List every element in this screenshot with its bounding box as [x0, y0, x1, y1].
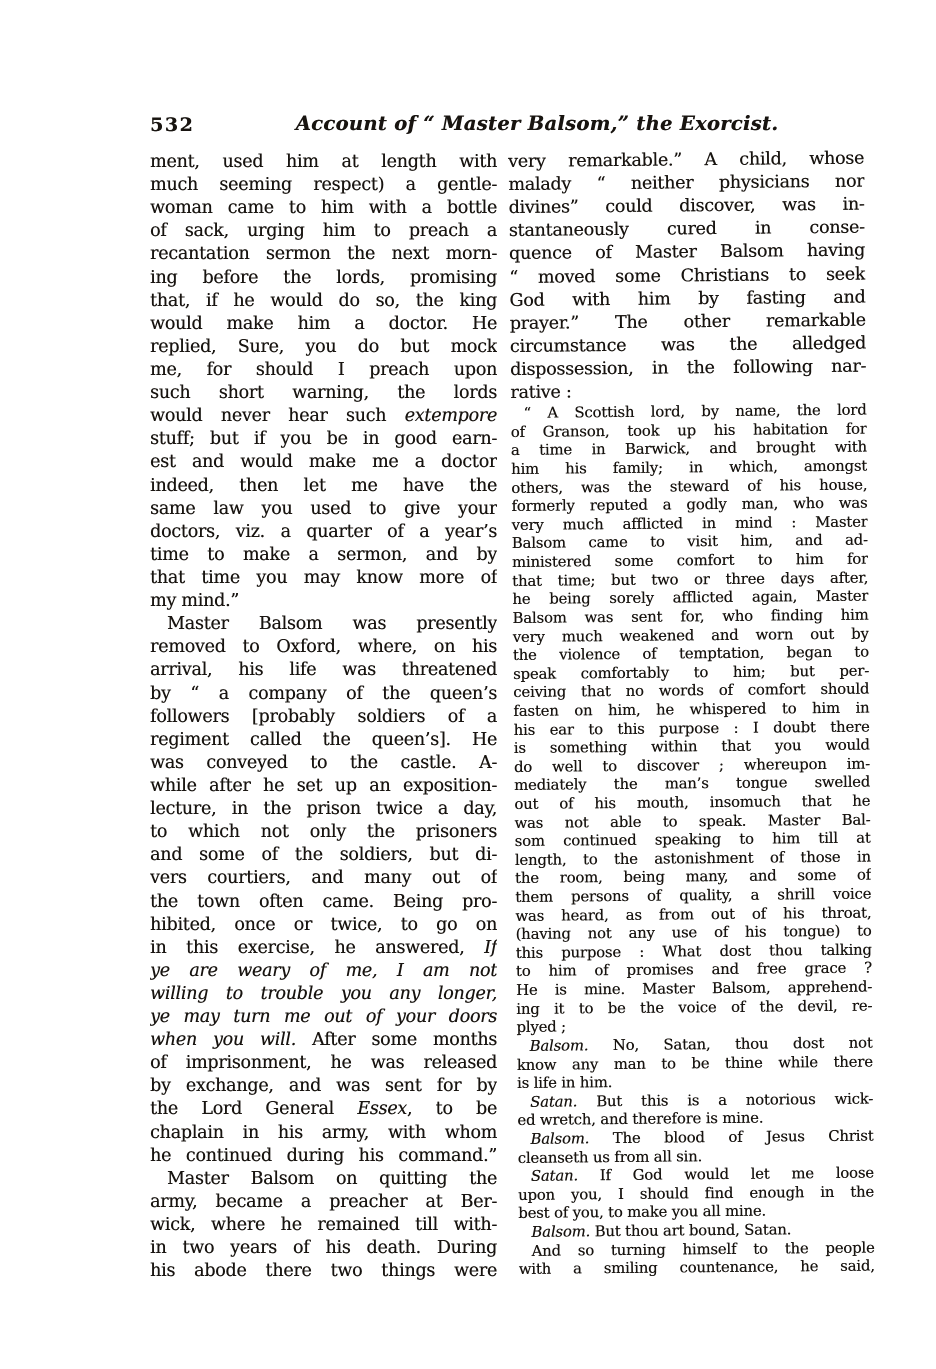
italic-text: willing to trouble you any longer,	[150, 983, 497, 1004]
text-segment: After some months	[295, 1030, 497, 1051]
text-segment: of sack, urging him to preach a	[150, 221, 497, 242]
text-line	[150, 243, 497, 266]
text-segment: “ A Scottish lord, by name, the lord	[523, 401, 867, 423]
text-segment: stuff; but if you be in good earn-	[150, 429, 497, 450]
right-column-narrative	[510, 402, 874, 1280]
text-segment: he continued during his command.”	[150, 1145, 497, 1166]
text-line	[518, 1183, 874, 1205]
italic-text: extempore	[404, 406, 497, 427]
italic-text: If	[484, 937, 497, 958]
text-segment: ing it to be the voice of the devil, re-	[516, 997, 873, 1018]
italic-text: Essex	[357, 1099, 407, 1120]
text-segment: the Lord General	[150, 1099, 358, 1120]
text-segment: the town often came. Being pro-	[150, 891, 497, 912]
text-segment: was conveyed to the castle. A-	[150, 752, 497, 773]
text-line	[150, 683, 497, 706]
text-segment: in two years of his death. During	[150, 1238, 497, 1259]
text-line	[150, 729, 497, 752]
text-segment: would never hear such	[150, 406, 405, 427]
text-line	[517, 1053, 873, 1075]
text-segment: do well to discover ; whereupon im-	[513, 755, 870, 776]
text-segment: the room, being many, and some of	[514, 866, 872, 888]
text-segment: But thou art bound, Satan.	[589, 1221, 792, 1241]
text-segment: best of you, to make you all mine.	[518, 1202, 767, 1223]
text-segment: in this exercise, he answered,	[150, 937, 485, 958]
text-segment: Master Balsom on quitting the	[167, 1168, 497, 1189]
text-line	[150, 174, 497, 197]
text-segment: formerly reputed a godly man, who was	[511, 494, 868, 516]
text-line	[517, 1128, 873, 1150]
text-segment: indeed, then let me have the	[150, 475, 497, 496]
text-line	[150, 336, 497, 359]
italic-text: Balsom.	[531, 1223, 591, 1241]
text-line	[510, 356, 866, 383]
text-segment: was heard, as from out of his throat,	[515, 904, 872, 925]
text-line	[150, 798, 497, 821]
text-segment: that time; but two or three days after,	[512, 569, 869, 590]
text-line	[510, 379, 866, 406]
text-line	[150, 521, 497, 544]
text-segment: ceiving that no words of comfort should	[513, 680, 870, 702]
italic-text: Satan.	[530, 1093, 578, 1111]
text-line	[150, 636, 497, 659]
right-column-intro	[508, 148, 866, 406]
text-line	[150, 544, 497, 567]
text-segment: regiment called the queen’s]. He	[150, 729, 497, 750]
text-segment: God with him by fasting and	[509, 287, 866, 311]
text-line	[150, 498, 497, 521]
text-line	[150, 659, 497, 682]
text-segment: much seeming respect) a gentle-	[150, 175, 497, 196]
text-line	[150, 1214, 497, 1237]
text-line	[150, 752, 497, 775]
text-segment: time to make a sermon, and by	[150, 544, 497, 565]
text-line	[150, 428, 497, 451]
text-segment: out of his mouth, insomuch that he	[514, 792, 871, 813]
text-segment: circumstance was the alledged	[509, 333, 866, 357]
left-column	[150, 151, 497, 1283]
text-line	[150, 914, 497, 937]
text-segment: by exchange, and was sent for by	[150, 1076, 497, 1097]
text-line	[510, 309, 866, 336]
text-segment: upon you, I should find enough in the	[517, 1183, 875, 1204]
text-line	[510, 332, 866, 359]
text-line	[150, 1191, 497, 1214]
text-segment: fasten on him, he whispered to him in	[513, 699, 870, 720]
text-segment: very much weakened and worn out by	[512, 625, 869, 646]
text-line	[516, 997, 872, 1019]
text-segment: his ear to this purpose : I doubt there	[513, 718, 870, 739]
text-segment: he being sorely afflicted again, Master	[512, 587, 869, 609]
text-segment: a time in Barwick, and brought with	[510, 438, 867, 460]
text-line	[150, 613, 497, 636]
text-line	[150, 590, 497, 613]
text-line	[150, 475, 497, 498]
text-segment: length, to the astonishment of those in	[514, 848, 871, 869]
text-line	[150, 405, 497, 428]
text-segment: wick, where he remained till with-	[150, 1215, 497, 1236]
text-line	[150, 220, 497, 243]
text-segment: Master Balsom was presently	[167, 614, 497, 635]
text-line	[150, 267, 497, 290]
text-line	[150, 1237, 497, 1260]
text-segment: speak comfortably to him; but per-	[512, 662, 870, 683]
text-segment: “ moved some Christians to seek	[509, 264, 866, 288]
text-line	[150, 197, 497, 220]
text-segment: is something within that you would	[513, 736, 870, 758]
text-line	[509, 286, 865, 313]
text-segment: was not able to speak. Master Bal-	[514, 811, 871, 832]
text-segment: Balsom came to visit him, and ad-	[511, 532, 868, 553]
italic-text: Satan.	[530, 1167, 578, 1186]
text-segment: others, was the steward of his house,	[511, 476, 868, 497]
text-line	[517, 1090, 873, 1112]
text-segment: that, if he would do so, the king	[150, 290, 497, 311]
text-segment: ing before the lords, promising	[150, 267, 497, 288]
text-segment: same law you used to give your	[150, 498, 497, 519]
text-segment: to him of promises and free grace ?	[515, 960, 872, 981]
text-segment: followers [probably soldiers of a	[150, 706, 497, 727]
text-segment: of imprisonment, he was released	[150, 1053, 497, 1074]
text-segment: He is mine. Master Balsom, apprehend-	[515, 978, 873, 1000]
text-segment: divines” could discover, was in-	[508, 194, 865, 219]
text-segment: to which not only the prisoners	[150, 822, 497, 843]
text-segment: know any man to be thine while there	[516, 1053, 873, 1074]
text-segment: hibited, once or twice, to go on	[150, 914, 497, 935]
text-line	[508, 148, 864, 175]
text-segment: If God would let me loose	[577, 1164, 874, 1185]
text-segment: (having not any use of his tongue) to	[515, 922, 872, 944]
text-line	[150, 821, 497, 844]
text-segment: quence of Master Balsom having	[508, 241, 866, 265]
text-line	[150, 151, 497, 174]
text-line	[150, 1052, 497, 1075]
text-segment: No, Satan, thou dost not	[588, 1034, 873, 1055]
text-segment: And so turning himself to the people	[531, 1239, 875, 1260]
text-line	[150, 983, 497, 1006]
text-segment: such short warning, the lords	[150, 383, 497, 404]
text-segment: woman came to him with a bottle	[150, 198, 497, 219]
text-segment: his abode there two things were	[150, 1261, 497, 1282]
text-line	[150, 313, 497, 336]
page-number: 532	[150, 114, 195, 136]
right-column	[508, 148, 875, 1280]
text-line	[150, 359, 497, 382]
text-line	[150, 1006, 497, 1029]
text-segment: som continued speaking to him till at	[514, 829, 871, 851]
text-line	[150, 1260, 497, 1283]
text-line	[150, 1098, 497, 1121]
text-line	[150, 1029, 497, 1052]
text-segment: rative :	[510, 382, 572, 404]
text-segment: him his family; in which, amongst	[510, 457, 868, 479]
italic-text: Balsom.	[529, 1037, 589, 1055]
text-segment: would make him a doctor. He	[150, 313, 497, 334]
text-segment: very remarkable.” A child, whose	[508, 148, 865, 172]
text-line	[508, 171, 864, 198]
italic-text: ye are weary of me, I am not	[150, 960, 497, 981]
text-segment: ed wretch, and therefore is mine.	[517, 1109, 764, 1130]
text-line	[150, 775, 497, 798]
text-segment: est and would make me a doctor	[150, 452, 497, 473]
running-title: Account of “ Master Balsom,” the Exorcist.	[295, 112, 779, 135]
text-segment: very much afflicted in mind : Master	[511, 513, 868, 534]
text-line	[150, 867, 497, 890]
text-segment: of Granson, took up his habitation for	[510, 420, 867, 441]
text-segment: dispossession, in the following nar-	[510, 356, 867, 380]
text-line	[150, 1122, 497, 1145]
text-segment: Balsom was sent for, who finding him	[512, 606, 869, 627]
text-segment: by “ a company of the queen’s	[150, 683, 497, 704]
text-line	[508, 194, 864, 221]
italic-text: Balsom.	[530, 1130, 590, 1148]
text-line	[509, 217, 865, 244]
text-line	[150, 290, 497, 313]
text-segment: me, for should I preach upon	[150, 359, 497, 380]
text-segment: the violence of temptation, began to	[512, 643, 869, 665]
text-segment: prayer.” The other remarkable	[509, 310, 866, 334]
text-segment: cleanseth us from all sin.	[517, 1147, 703, 1167]
text-line	[150, 706, 497, 729]
text-line	[150, 1075, 497, 1098]
text-line	[519, 1258, 875, 1280]
text-segment: with a smiling countenance, he said,	[518, 1257, 875, 1279]
text-line	[150, 937, 497, 960]
text-segment: army, became a preacher at Ber-	[150, 1191, 497, 1212]
text-line	[150, 567, 497, 590]
text-segment: and some of the soldiers, but di-	[150, 845, 497, 866]
text-segment: is life in him.	[516, 1074, 613, 1093]
text-segment: ment, used him at length with	[150, 152, 497, 172]
text-segment: removed to Oxford, where, on his	[150, 637, 497, 658]
text-line	[150, 382, 497, 405]
text-segment: The blood of Jesus Christ	[589, 1127, 874, 1148]
text-segment: my mind.”	[150, 591, 239, 612]
text-segment: them persons of quality, a shrill voice	[515, 885, 872, 907]
italic-text: ye may turn me out of your doors	[150, 1007, 497, 1028]
text-segment: But this is a notorious wick-	[577, 1090, 874, 1111]
text-segment: chaplain in his army, with whom	[150, 1122, 497, 1143]
text-line	[509, 240, 865, 267]
text-segment: mediately the man’s tongue swelled	[514, 773, 871, 795]
text-segment: this purpose : What dost thou talking	[515, 941, 872, 962]
italic-text: when you will.	[150, 1030, 296, 1051]
text-segment: while after he set up an exposition-	[150, 775, 497, 796]
text-line	[150, 451, 497, 474]
text-line	[150, 1145, 497, 1168]
text-line	[150, 891, 497, 914]
text-segment: vers courtiers, and many out of	[150, 868, 497, 889]
text-segment: ministered some comfort to him for	[511, 550, 869, 572]
text-segment: , to be	[406, 1099, 497, 1120]
page-header	[150, 112, 864, 142]
text-segment: malady “ neither physicians nor	[508, 171, 865, 196]
text-segment: that time you may know more of	[150, 567, 497, 588]
text-segment: lecture, in the prison twice a day,	[150, 799, 497, 820]
text-segment: plyed ;	[516, 1018, 566, 1037]
text-segment: recantation sermon the next morn-	[150, 244, 497, 265]
text-segment: replied, Sure, you do but mock	[150, 336, 497, 357]
text-line	[150, 960, 497, 983]
text-segment: doctors, viz. a quarter of a year’s	[150, 521, 497, 542]
text-line	[509, 263, 865, 290]
text-line	[150, 844, 497, 867]
text-segment: arrival, his life was threatened	[150, 660, 497, 681]
text-segment: stantaneously cured in conse-	[508, 217, 865, 242]
text-line	[150, 1168, 497, 1191]
